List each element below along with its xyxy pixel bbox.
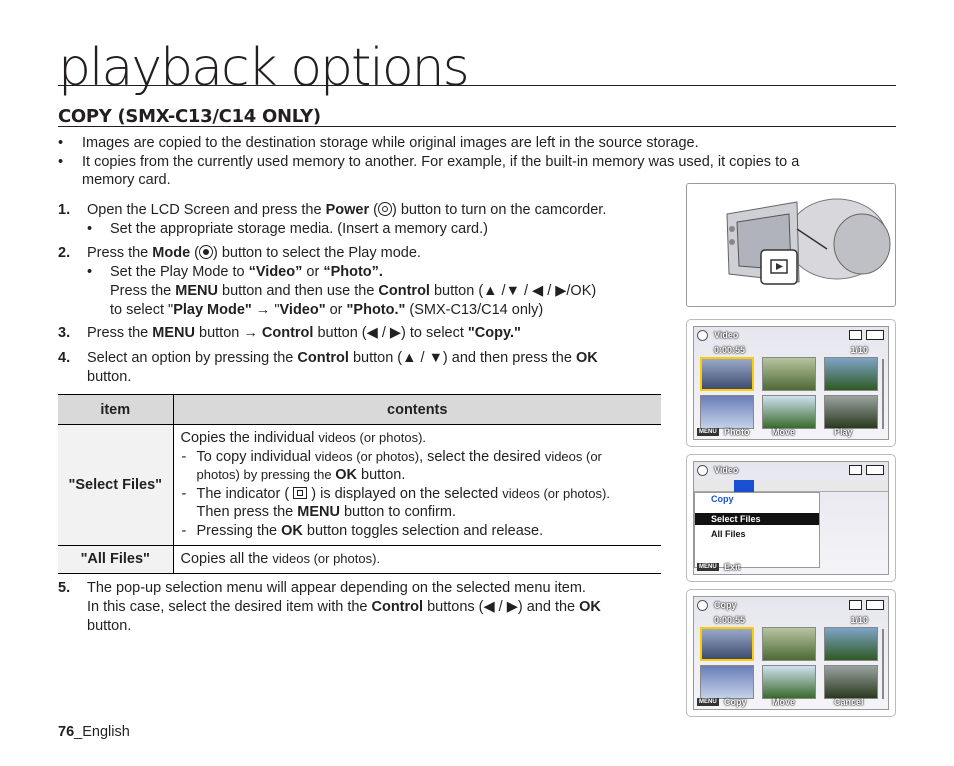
copy-screen [686, 589, 896, 717]
file-counter: 1/10 [850, 345, 868, 355]
thumbnail[interactable] [700, 357, 754, 391]
menu-tab-bar [694, 480, 888, 492]
thumbnail[interactable] [762, 665, 816, 699]
battery-icon [866, 330, 884, 340]
screen-title: Video [714, 330, 739, 340]
menu-heading: Copy [711, 494, 734, 504]
table-row [58, 546, 661, 574]
row-contents: Copies the individual videos (or photos). - To copy individual videos (or photos), select the desired videos (or photos) by pressing the OK button. - The indicator ( ) is displayed on the selected videos (or photos). Then press the MENU button to confirm. - Pressing the OK button toggles selection and release. [173, 425, 661, 546]
scrollbar[interactable] [882, 359, 884, 429]
intro-bullets [58, 134, 848, 190]
section-heading: COPY (SMX-C13/C14 ONLY) [58, 106, 321, 127]
battery-icon [866, 465, 884, 475]
thumbnail[interactable] [700, 627, 754, 661]
thumbnail[interactable] [700, 395, 754, 429]
copy-tab-icon[interactable] [734, 480, 754, 492]
row-contents: Copies all the videos (or photos). [173, 546, 661, 574]
row-item: "All Files" [58, 546, 173, 574]
menu-item-select-files[interactable]: Select Files [695, 513, 819, 525]
memory-card-icon [849, 600, 862, 610]
thumbnail[interactable] [824, 665, 878, 699]
screen-bottom-bar: MENU Copy Move Cancel [699, 697, 864, 707]
scrollbar[interactable] [882, 629, 884, 699]
screen-bottom-bar: MENU Exit [699, 562, 741, 572]
copy-indicator-icon [293, 487, 307, 499]
thumbnail[interactable] [762, 627, 816, 661]
options-table [58, 394, 661, 574]
screen-title: Video [714, 465, 739, 475]
memory-card-icon [849, 465, 862, 475]
screen-bottom-bar: MENU Photo Move Play [699, 427, 853, 437]
menu-item-all-files[interactable]: All Files [711, 529, 746, 539]
memory-card-icon [849, 330, 862, 340]
camcorder-icon [687, 184, 896, 307]
bullet-item: • Images are copied to the destination storage while original images are left in the source storage. [58, 134, 848, 152]
page-title: playback options [58, 38, 468, 98]
camcorder-illustration [686, 183, 896, 307]
thumbnail[interactable] [762, 395, 816, 429]
thumbnail[interactable] [824, 357, 878, 391]
bullet-item: • It copies from the currently used memory to another. For example, if the built-in memory was used, it copies to a memory card. [58, 153, 848, 189]
mode-icon [199, 245, 213, 259]
page-footer: 76_English [58, 724, 130, 740]
time-counter: 0:00:55 [714, 345, 746, 355]
menu-screen [686, 454, 896, 582]
title-divider [58, 85, 896, 86]
thumbnail[interactable] [824, 627, 878, 661]
row-item: "Select Files" [58, 425, 173, 546]
power-icon [378, 202, 392, 216]
battery-icon [866, 600, 884, 610]
menu-list [694, 492, 820, 568]
time-counter: 0:00:55 [714, 615, 746, 625]
section-divider [58, 126, 896, 127]
thumbnail[interactable] [762, 357, 816, 391]
table-row [58, 425, 661, 546]
thumbnail[interactable] [824, 395, 878, 429]
thumbnail[interactable] [700, 665, 754, 699]
table-header-contents: contents [173, 395, 661, 425]
file-counter: 1/10 [850, 615, 868, 625]
table-header-item: item [58, 395, 173, 425]
video-screen [686, 319, 896, 447]
screen-title: Copy [714, 600, 737, 610]
